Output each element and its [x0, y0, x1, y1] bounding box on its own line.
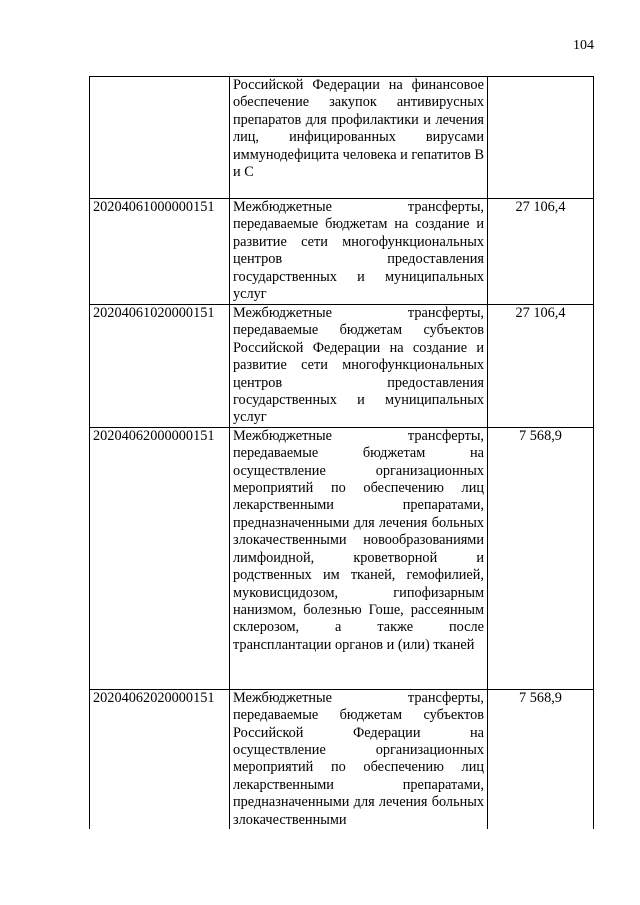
table-row: [90, 305, 594, 428]
page-number: 104: [573, 38, 594, 53]
row-amount: 27 106,4: [488, 199, 594, 305]
row-code: 20204061000000151: [90, 199, 230, 305]
row-code: [90, 77, 230, 199]
table-row: [90, 77, 594, 199]
row-description: Межбюджетные трансферты, передаваемые бюджетам субъектов Российской Федерации на создание и развитие сети многофункциональных центров предоставления государственных и муниципальных услуг: [230, 305, 488, 428]
table-row: [90, 427, 594, 689]
row-code: 20204062020000151: [90, 689, 230, 829]
row-description: Межбюджетные трансферты, передаваемые бюджетам на создание и развитие сети многофункциональных центров предоставления государственных и муниципальных услуг: [230, 199, 488, 305]
row-description: Межбюджетные трансферты, передаваемые бюджетам на осуществление организационных мероприятий по обеспечению лиц лекарственными препаратами, предназначенными для лечения больных злокачественными новообразованиями лимфоидной, кроветворной и родственных им тканей, гемофилией, муковисцидозом, гипофизарным нанизмом, болезнью Гоше, рассеянным склерозом, а также после трансплантации органов и (или) тканей: [230, 427, 488, 689]
row-amount: 7 568,9: [488, 427, 594, 689]
budget-table: [89, 76, 594, 829]
row-description: Российской Федерации на финансовое обеспечение закупок антивирусных препаратов для профилактики и лечения лиц, инфицированных вирусами иммунодефицита человека и гепатитов B и C: [230, 77, 488, 199]
row-description: Межбюджетные трансферты, передаваемые бюджетам субъектов Российской Федерации на осуществление организационных мероприятий по обеспечению лиц лекарственными препаратами, предназначенными для лечения больных злокачественными: [230, 689, 488, 829]
row-amount: 7 568,9: [488, 689, 594, 829]
row-amount: 27 106,4: [488, 305, 594, 428]
row-code: 20204062000000151: [90, 427, 230, 689]
row-code: 20204061020000151: [90, 305, 230, 428]
table-row: [90, 199, 594, 305]
row-amount: [488, 77, 594, 199]
table-row: [90, 689, 594, 829]
